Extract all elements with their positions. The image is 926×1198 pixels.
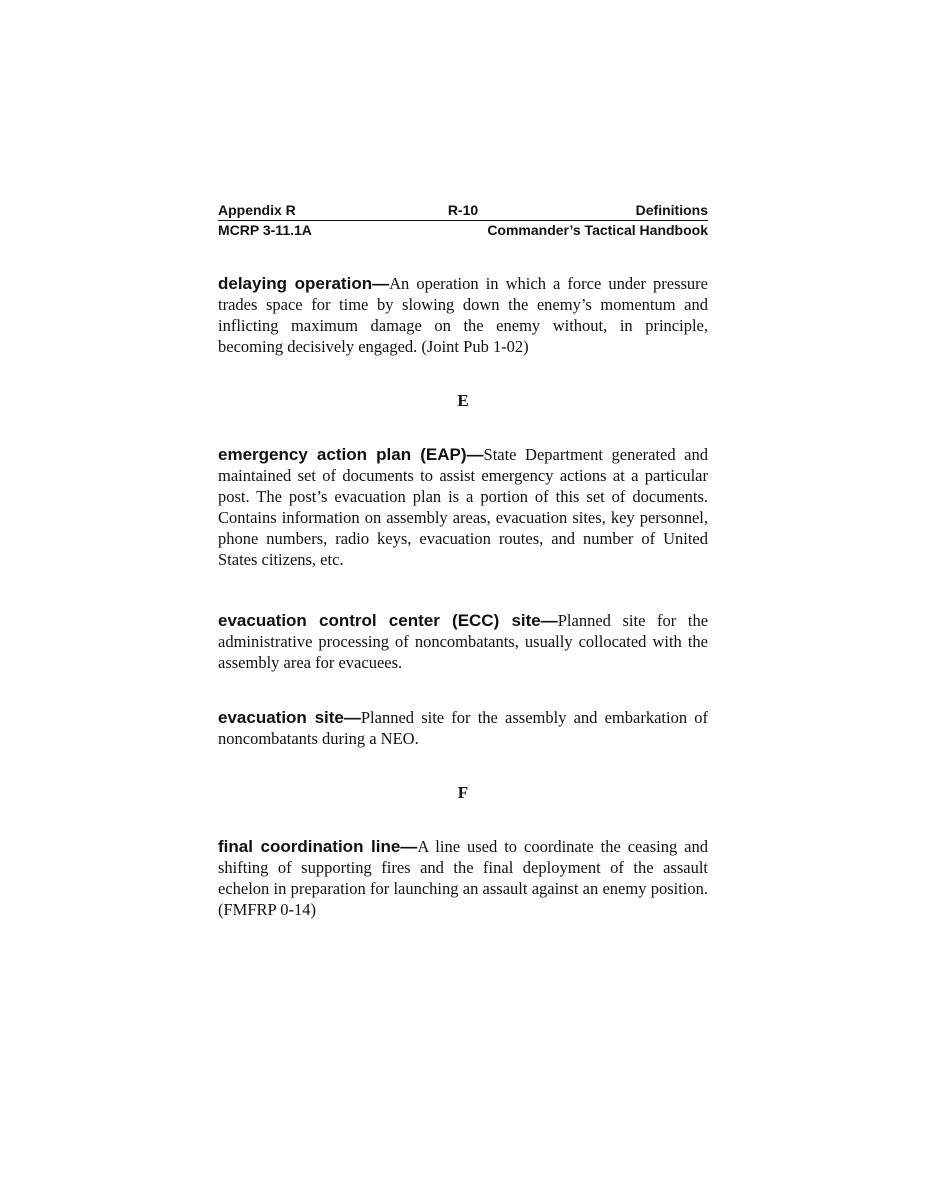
definition-text: Planned site for the assembly and embarkation of noncombatants during a NEO. [218,708,708,748]
header-page-number: R-10 [447,202,479,218]
definitions-body [218,273,708,920]
header-section: Definitions [635,202,708,218]
document-page [218,202,708,920]
definition-term: delaying operation— [218,274,390,293]
definition-term: final coordination line— [218,837,418,856]
header-publication: MCRP 3-11.1A [218,222,312,238]
definition-term: evacuation site— [218,708,361,727]
definition-entry [218,836,708,920]
definition-entry [218,707,708,749]
definition-term: evacuation control center (ECC) site— [218,611,558,630]
definition-text: Planned site for the administrative processing of noncombatants, usually collocated with the assembly area for evacuees. [218,611,709,672]
running-header-top [218,202,708,221]
header-appendix: Appendix R [218,202,296,218]
section-letter: F [457,783,469,802]
definition-entry [218,444,708,570]
definition-entry [218,610,708,673]
definition-text: A line used to coordinate the ceasing and shifting of supporting fires and the final deployment of the assault echelon in preparation for launching an assault against an enemy position. (FMFRP 0-14) [218,837,708,919]
definition-text: State Department generated and maintained set of documents to assist emergency actions at a particular post. The post’s evacuation plan is a portion of this set of documents. Contains information on assembly areas, evacuation sites, key personnel, phone numbers, radio keys, evacuation routes, and number of United States citizens, etc. [218,445,708,569]
definition-term: emergency action plan (EAP)— [218,445,484,464]
header-handbook-title: Commander’s Tactical Handbook [487,222,708,238]
definition-entry [218,273,708,357]
running-header-bottom [218,221,708,239]
section-letter: E [457,391,469,410]
definition-text: An operation in which a force under pressure trades space for time by slowing down the enemy’s momentum and inflicting maximum damage on the enemy without, in principle, becoming decisively engaged. (Joint Pub 1-02) [218,274,709,356]
